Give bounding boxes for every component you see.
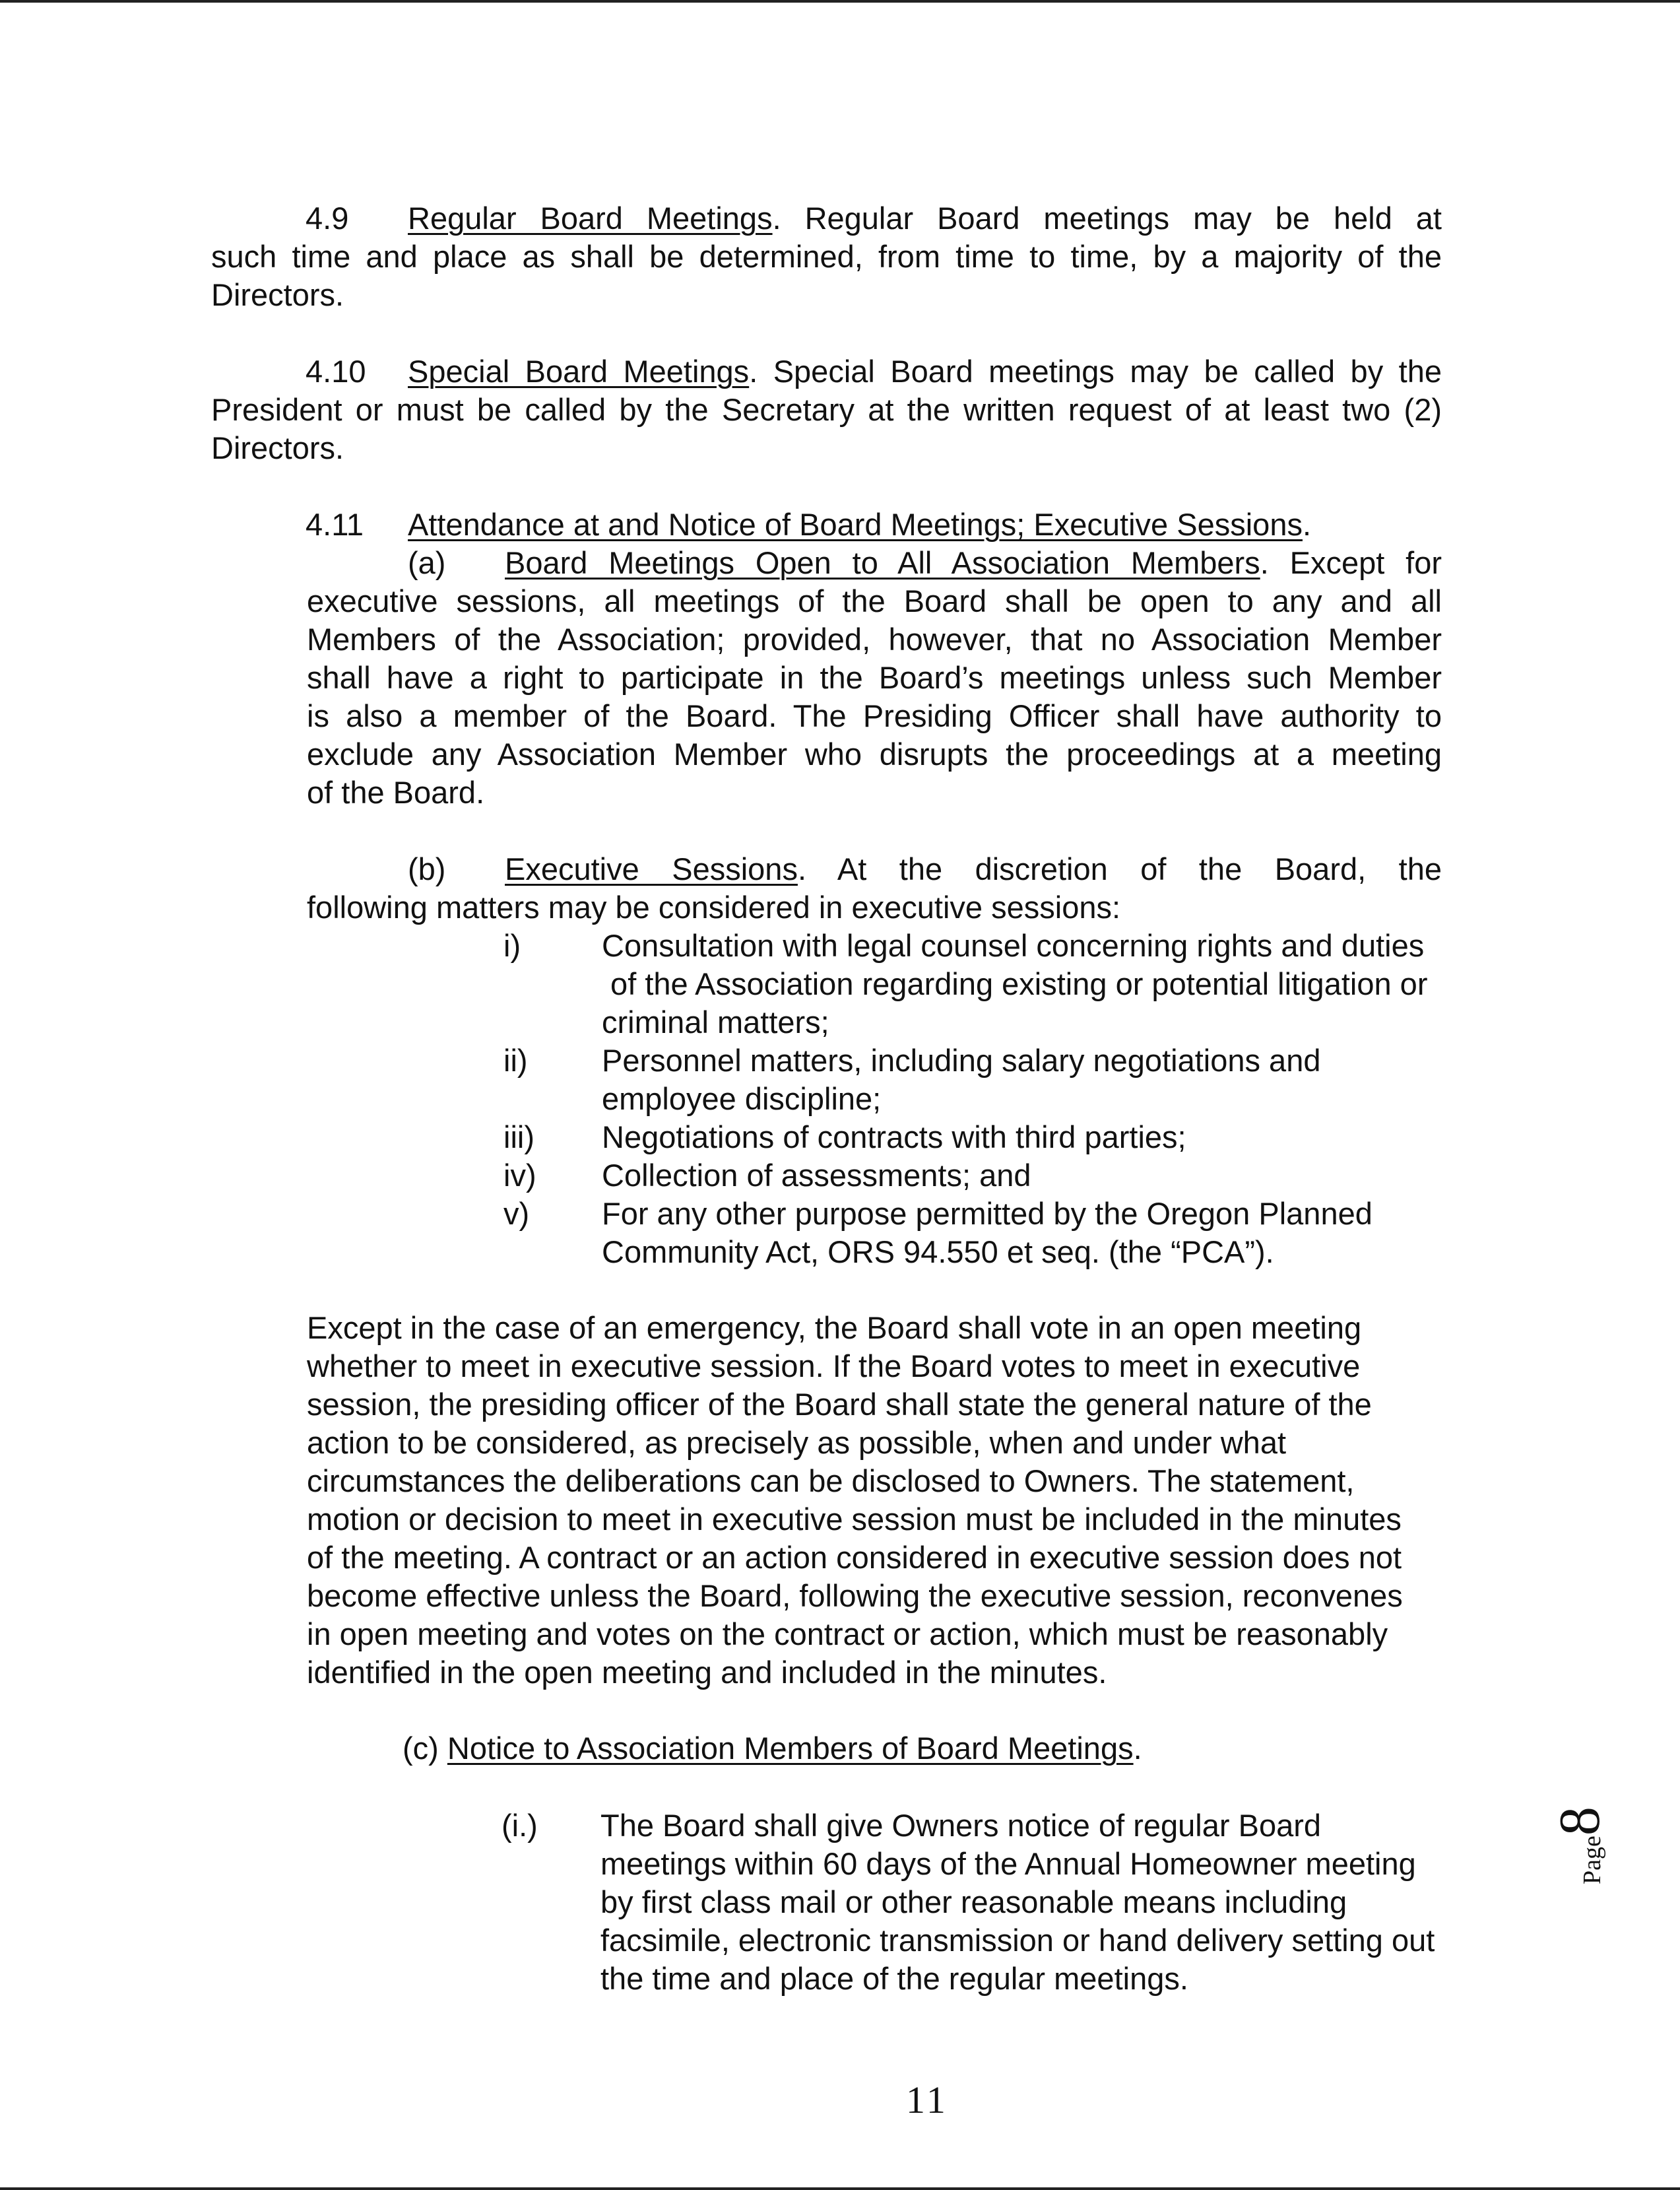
list-item-text: by first class mail or other reasonable means including bbox=[600, 1884, 1347, 1919]
page-stamp bbox=[1548, 1807, 1612, 1884]
subsection-text-line: exclude any Association Member who disrupts the proceedings at a meeting bbox=[307, 737, 1442, 772]
section-heading: Regular Board Meetings bbox=[408, 201, 773, 236]
paragraph-line: session, the presiding officer of the Board shall state the general nature of the bbox=[307, 1387, 1372, 1422]
subsection-text-line: Members of the Association; provided, however, that no Association Member bbox=[307, 622, 1442, 657]
bottom-border bbox=[0, 2187, 1680, 2190]
paragraph-line: become effective unless the Board, following the executive session, reconvenes bbox=[307, 1578, 1403, 1613]
list-item-text: the time and place of the regular meetings. bbox=[600, 1961, 1188, 1996]
top-border bbox=[0, 0, 1680, 3]
list-item-text: meetings within 60 days of the Annual Homeowner meeting bbox=[600, 1846, 1416, 1881]
list-item-number: iii) bbox=[503, 1119, 534, 1154]
section-text: . Special Board meetings may be called by the bbox=[749, 354, 1442, 389]
subsection-text-line: of the Board. bbox=[307, 775, 485, 810]
list-item-number: iv) bbox=[503, 1158, 536, 1193]
section-text-line: Directors. bbox=[211, 430, 344, 465]
subsection-label: (a) bbox=[408, 545, 446, 580]
section-heading: Attendance at and Notice of Board Meetings; Executive Sessions bbox=[408, 507, 1303, 542]
list-item-text: criminal matters; bbox=[602, 1005, 829, 1040]
section-number: 4.10 bbox=[306, 354, 366, 389]
subsection-text-line: executive sessions, all meetings of the Board shall be open to any and all bbox=[307, 583, 1442, 618]
list-item-text: Collection of assessments; and bbox=[602, 1158, 1031, 1193]
paragraph-line: action to be considered, as precisely as possible, when and under what bbox=[307, 1425, 1287, 1460]
subsection-text-line: following matters may be considered in executive sessions: bbox=[307, 890, 1121, 925]
paragraph-line: identified in the open meeting and included in the minutes. bbox=[307, 1655, 1107, 1690]
list-item-text: Personnel matters, including salary negotiations and bbox=[602, 1043, 1321, 1078]
subsection-heading: Notice to Association Members of Board Meetings bbox=[447, 1731, 1134, 1766]
section-text-line: President or must be called by the Secretary at the written request of at least two (2) bbox=[211, 392, 1442, 427]
paragraph-line: whether to meet in executive session. If the Board votes to meet in executive bbox=[307, 1348, 1361, 1383]
list-item-text: Consultation with legal counsel concerning rights and duties bbox=[602, 928, 1425, 963]
list-item-text: of the Association regarding existing or potential litigation or bbox=[602, 966, 1428, 1001]
handwritten-page-number: 11 bbox=[906, 2078, 948, 2121]
subsection-text-line: is also a member of the Board. The Presiding Officer shall have authority to bbox=[307, 698, 1442, 733]
paragraph-line: of the meeting. A contract or an action considered in executive session does not bbox=[307, 1540, 1402, 1575]
section-heading: Special Board Meetings bbox=[408, 354, 750, 389]
subsection-heading: Board Meetings Open to All Association Members bbox=[505, 545, 1260, 580]
section-text: . Regular Board meetings may be held at bbox=[772, 201, 1442, 236]
list-item-number: v) bbox=[503, 1196, 530, 1231]
section-text-line: Directors. bbox=[211, 277, 344, 312]
page-stamp-word: Page bbox=[1578, 1836, 1606, 1884]
paragraph-line: Except in the case of an emergency, the Board shall vote in an open meeting bbox=[307, 1310, 1362, 1345]
list-item-text: facsimile, electronic transmission or hand delivery setting out bbox=[600, 1923, 1435, 1958]
paragraph-line: circumstances the deliberations can be disclosed to Owners. The statement, bbox=[307, 1463, 1355, 1498]
subsection-label: (b) bbox=[408, 851, 446, 886]
subsection-label: (c) bbox=[403, 1731, 439, 1766]
list-item-text: employee discipline; bbox=[602, 1081, 882, 1116]
list-item-number: (i.) bbox=[501, 1808, 538, 1843]
subsection-heading: Executive Sessions bbox=[505, 851, 798, 886]
list-item-number: i) bbox=[503, 928, 521, 963]
list-item-text: For any other purpose permitted by the Oregon Planned bbox=[602, 1196, 1373, 1231]
list-item-text: The Board shall give Owners notice of regular Board bbox=[600, 1808, 1322, 1843]
subsection-text-line: shall have a right to participate in the Board’s meetings unless such Member bbox=[307, 660, 1442, 695]
list-item-text: Community Act, ORS 94.550 et seq. (the “PCA”). bbox=[602, 1234, 1274, 1269]
section-number: 4.11 bbox=[306, 507, 364, 542]
list-item-text: Negotiations of contracts with third parties; bbox=[602, 1119, 1186, 1154]
paragraph-line: motion or decision to meet in executive session must be included in the minutes bbox=[307, 1502, 1402, 1537]
section-text-line: such time and place as shall be determined, from time to time, by a majority of the bbox=[211, 239, 1442, 274]
paragraph-line: in open meeting and votes on the contract or action, which must be reasonably bbox=[307, 1616, 1388, 1651]
list-item-number: ii) bbox=[503, 1043, 528, 1078]
page-stamp-number: 8 bbox=[1548, 1807, 1612, 1836]
section-number: 4.9 bbox=[306, 201, 349, 236]
